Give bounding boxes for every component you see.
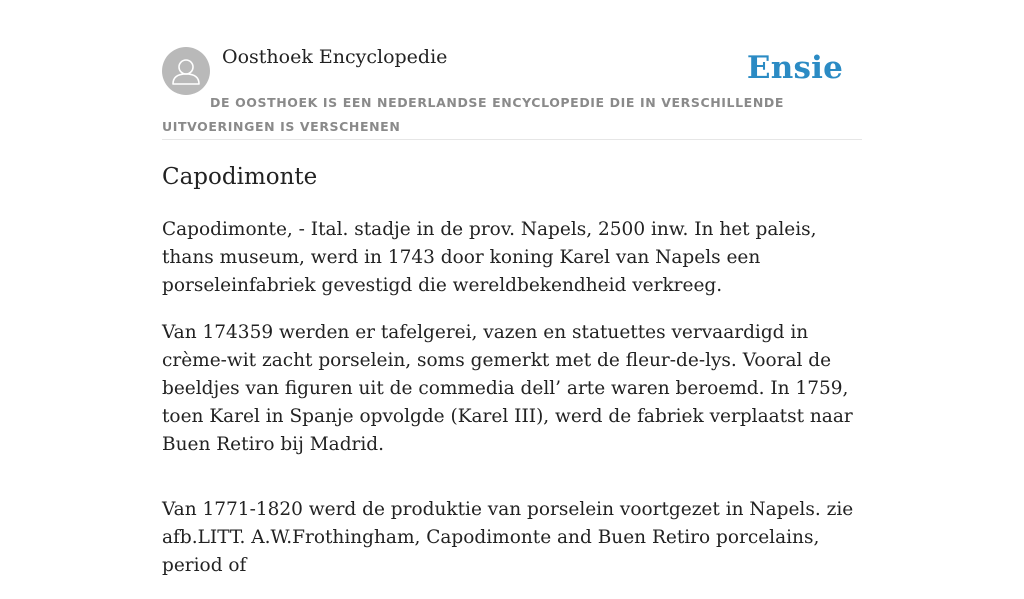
- article-paragraph: Capodimonte, - Ital. stadje in de prov. Napels, 2500 inw. In het paleis, thans museum, werd in 1743 door koning Karel van Napels een porseleinfabriek gevestigd die wereldbekendheid verkreeg.: [162, 219, 817, 296]
- site-header: [162, 0, 862, 140]
- article-paragraph: Van 174359 werden er tafelgerei, vazen en statuettes vervaardigd in crème-wit zacht porselein, soms gemerkt met de fleur-de-lys. Vooral de beeldjes van figuren uit de commedia dell’ arte waren beroemd. In 1759, toen Karel in Spanje opvolgde (Karel III), werd de fabriek verplaatst naar Buen Retiro bij Madrid.: [162, 322, 853, 455]
- article-body: [162, 216, 862, 599]
- article-paragraph: Van 1771-1820 werd de produktie van porselein voortgezet in Napels. zie afb.LITT. A.W.Frothingham, Capodimonte and Buen Retiro porcelains, period of: [162, 499, 854, 576]
- brand-logo[interactable]: Ensie: [746, 50, 843, 86]
- page: [162, 0, 862, 576]
- site-tagline: DE OOSTHOEK IS EEN NEDERLANDSE ENCYCLOPEDIE DIE IN VERSCHILLENDE UITVOERINGEN IS VERSCHENEN: [162, 95, 784, 134]
- user-icon: [162, 47, 210, 95]
- avatar[interactable]: [162, 47, 210, 95]
- page-title: Capodimonte: [162, 164, 318, 190]
- site-name[interactable]: Oosthoek Encyclopedie: [222, 46, 448, 68]
